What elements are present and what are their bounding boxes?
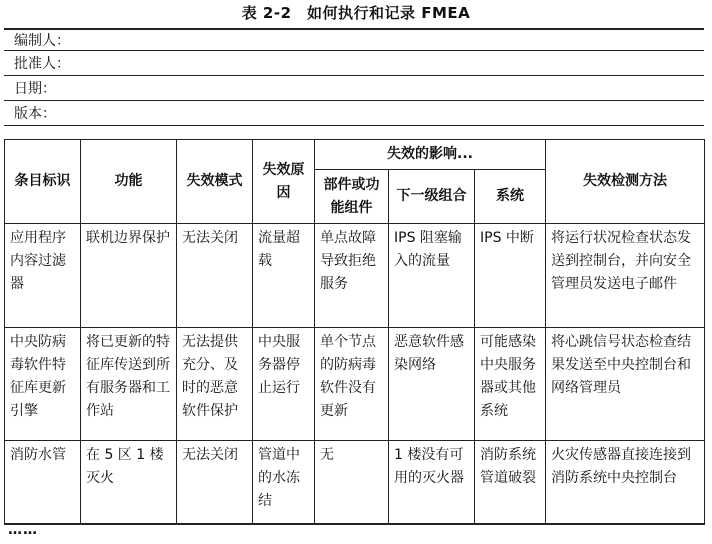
version-field: 版本： (4, 103, 704, 126)
approver-field: 批准人： (4, 53, 704, 76)
cell-effect-system: IPS 中断 (475, 224, 546, 328)
cell-function: 将已更新的特征库传送到所有服务器和工作站 (81, 328, 177, 441)
table-row (5, 441, 705, 524)
header-effects-group: 失效的影响... (315, 140, 546, 170)
header-effect-system: 系统 (475, 170, 546, 224)
table-row (5, 328, 705, 441)
cell-item: 消防水管 (5, 441, 81, 524)
cell-failure-mode: 无法关闭 (177, 441, 253, 524)
cell-function: 在 5 区 1 楼灭火 (81, 441, 177, 524)
header-detection: 失效检测方法 (546, 140, 705, 224)
cell-effect-next: IPS 阻塞输入的流量 (389, 224, 475, 328)
cell-failure-cause: 流量超载 (253, 224, 315, 328)
cell-effect-system: 消防系统管道破裂 (475, 441, 546, 524)
cell-effect-next: 1 楼没有可用的灭火器 (389, 441, 475, 524)
cell-failure-mode: 无法提供充分、及时的恶意软件保护 (177, 328, 253, 441)
cell-failure-cause: 管道中的水冻结 (253, 441, 315, 524)
continuation-ellipsis: …… (8, 522, 38, 538)
header-failure-mode: 失效模式 (177, 140, 253, 224)
table-row (5, 224, 705, 328)
header-effect-local: 部件或功能组件 (315, 170, 389, 224)
cell-function: 联机边界保护 (81, 224, 177, 328)
table-caption: 表 2-2 如何执行和记录 FMEA (241, 4, 471, 22)
cell-effect-local: 单点故障导致拒绝服务 (315, 224, 389, 328)
header-failure-cause: 失效原因 (253, 140, 315, 224)
cell-effect-next: 恶意软件感染网络 (389, 328, 475, 441)
cell-item: 应用程序内容过滤器 (5, 224, 81, 328)
date-field: 日期： (4, 78, 704, 101)
cell-effect-local: 单个节点的防病毒软件没有更新 (315, 328, 389, 441)
cell-detection: 火灾传感器直接连接到消防系统中央控制台 (546, 441, 705, 524)
cell-effect-local: 无 (315, 441, 389, 524)
header-effect-next: 下一级组合 (389, 170, 475, 224)
fmea-table (4, 139, 705, 525)
cell-item: 中央防病毒软件特征库更新引擎 (5, 328, 81, 441)
cell-failure-mode: 无法关闭 (177, 224, 253, 328)
cell-detection: 将心跳信号状态检查结果发送至中央控制台和网络管理员 (546, 328, 705, 441)
header-function: 功能 (81, 140, 177, 224)
header-item: 条目标识 (5, 140, 81, 224)
cell-failure-cause: 中央服务器停止运行 (253, 328, 315, 441)
author-field: 编制人： (4, 28, 704, 51)
cell-effect-system: 可能感染中央服务器或其他系统 (475, 328, 546, 441)
cell-detection: 将运行状况检查状态发送到控制台，并向安全管理员发送电子邮件 (546, 224, 705, 328)
